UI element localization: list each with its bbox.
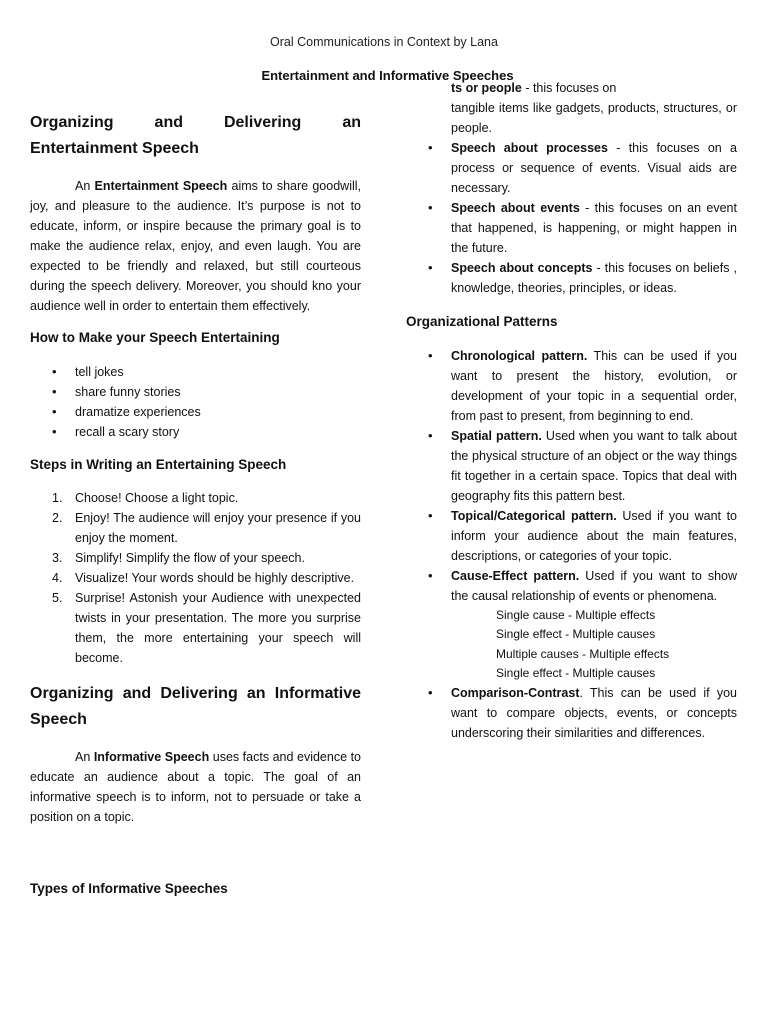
speech-about-objects-continued: ts or people - this focuses on tangible items like gadgets, products, structures, or people. bbox=[451, 81, 737, 135]
patterns-list bbox=[406, 346, 737, 606]
left-column bbox=[30, 110, 361, 899]
list-item: 1. Choose! Choose a light topic. bbox=[52, 491, 239, 505]
list-item: • Speech about events - this focuses on an event that happened, is happening, or might happen in the future. bbox=[406, 198, 737, 258]
list-item: • Cause-Effect pattern. Used if you want to show the causal relationship of events or phenomena. bbox=[406, 566, 737, 606]
list-item: • Chronological pattern. This can be used if you want to present the history, evolution, or development of your topic in a sequential order, from past to present, from beginning to end. bbox=[406, 346, 737, 426]
organizational-patterns-heading: Organizational Patterns bbox=[406, 314, 558, 329]
list-item: • dramatize experiences bbox=[30, 402, 361, 422]
document-title: Entertainment and Informative Speeches bbox=[261, 68, 514, 83]
list-item: 5. Surprise! Astonish your Audience with unexpected twists in your presentation. The more you surprise them, the more entertaining your speech will become. bbox=[52, 591, 361, 665]
list-item: • Speech about processes - this focuses on a process or sequence of events. Visual aids are necessary. bbox=[406, 138, 737, 198]
entertaining-tips-list bbox=[30, 362, 361, 442]
writing-steps-heading: Steps in Writing an Entertaining Speech bbox=[30, 457, 287, 472]
list-item: 4. Visualize! Your words should be highly descriptive. bbox=[52, 571, 355, 585]
informative-speech-term: Informative Speech bbox=[93, 750, 210, 764]
list-item: • Speech about concepts - this focuses on beliefs , knowledge, theories, principles, or ideas. bbox=[406, 258, 737, 298]
list-item: 3. Simplify! Simplify the flow of your speech. bbox=[52, 551, 305, 565]
entertainment-speech-intro: An Entertainment Speech aims to share goodwill, joy, and pleasure to the audience. It’s purpose is not to educate, inform, or inspire because the primary goal is to make the audience relax, enjoy, and even laugh. You are expected to be friendly and relaxed, but still courteous during the speech delivery. Moreover, you should kno your audience well in order to entertain them effectively. bbox=[30, 179, 361, 313]
comparison-list bbox=[406, 683, 737, 743]
informative-types-list bbox=[406, 138, 737, 298]
list-item: Single cause - Multiple effects bbox=[496, 608, 656, 622]
writing-steps-list bbox=[30, 488, 361, 668]
list-item: • tell jokes bbox=[30, 362, 361, 382]
right-column bbox=[406, 78, 737, 743]
entertainment-speech-term: Entertainment Speech bbox=[94, 179, 228, 193]
list-item: Single effect - Multiple causes bbox=[496, 665, 656, 680]
list-item: • Spatial pattern. Used when you want to talk about the physical structure of an object or the way things fit together in a certain space. Topics that deal with geography fits this pattern best. bbox=[406, 426, 737, 506]
list-item: Multiple causes - Multiple effects bbox=[496, 646, 670, 661]
list-item: • share funny stories bbox=[30, 382, 361, 402]
page-header: Oral Communications in Context by Lana bbox=[270, 35, 498, 49]
list-item: Single effect - Multiple causes bbox=[496, 627, 656, 642]
types-informative-heading: Types of Informative Speeches bbox=[30, 881, 228, 896]
make-entertaining-heading: How to Make your Speech Entertaining bbox=[30, 330, 280, 345]
informative-speech-intro: An Informative Speech uses facts and evidence to educate an audience about a topic. The goal of an informative speech is to inform, not to persuade or take a position on a topic. bbox=[30, 750, 361, 824]
list-item: • Topical/Categorical pattern. Used if you want to inform your audience about the main features, descriptions, or categories of your topic. bbox=[406, 506, 737, 566]
list-item: 2. Enjoy! The audience will enjoy your presence if you enjoy the moment. bbox=[52, 511, 361, 545]
list-item: • Comparison-Contrast. This can be used if you want to compare objects, events, or concepts underscoring their similarities and differences. bbox=[406, 683, 737, 743]
list-item: • recall a scary story bbox=[30, 422, 361, 442]
informative-speech-heading: Organizing and Delivering an Informative Speech bbox=[30, 685, 361, 728]
cause-effect-list bbox=[406, 606, 737, 683]
entertainment-speech-heading: Organizing and Delivering an Entertainment Speech bbox=[30, 114, 361, 157]
